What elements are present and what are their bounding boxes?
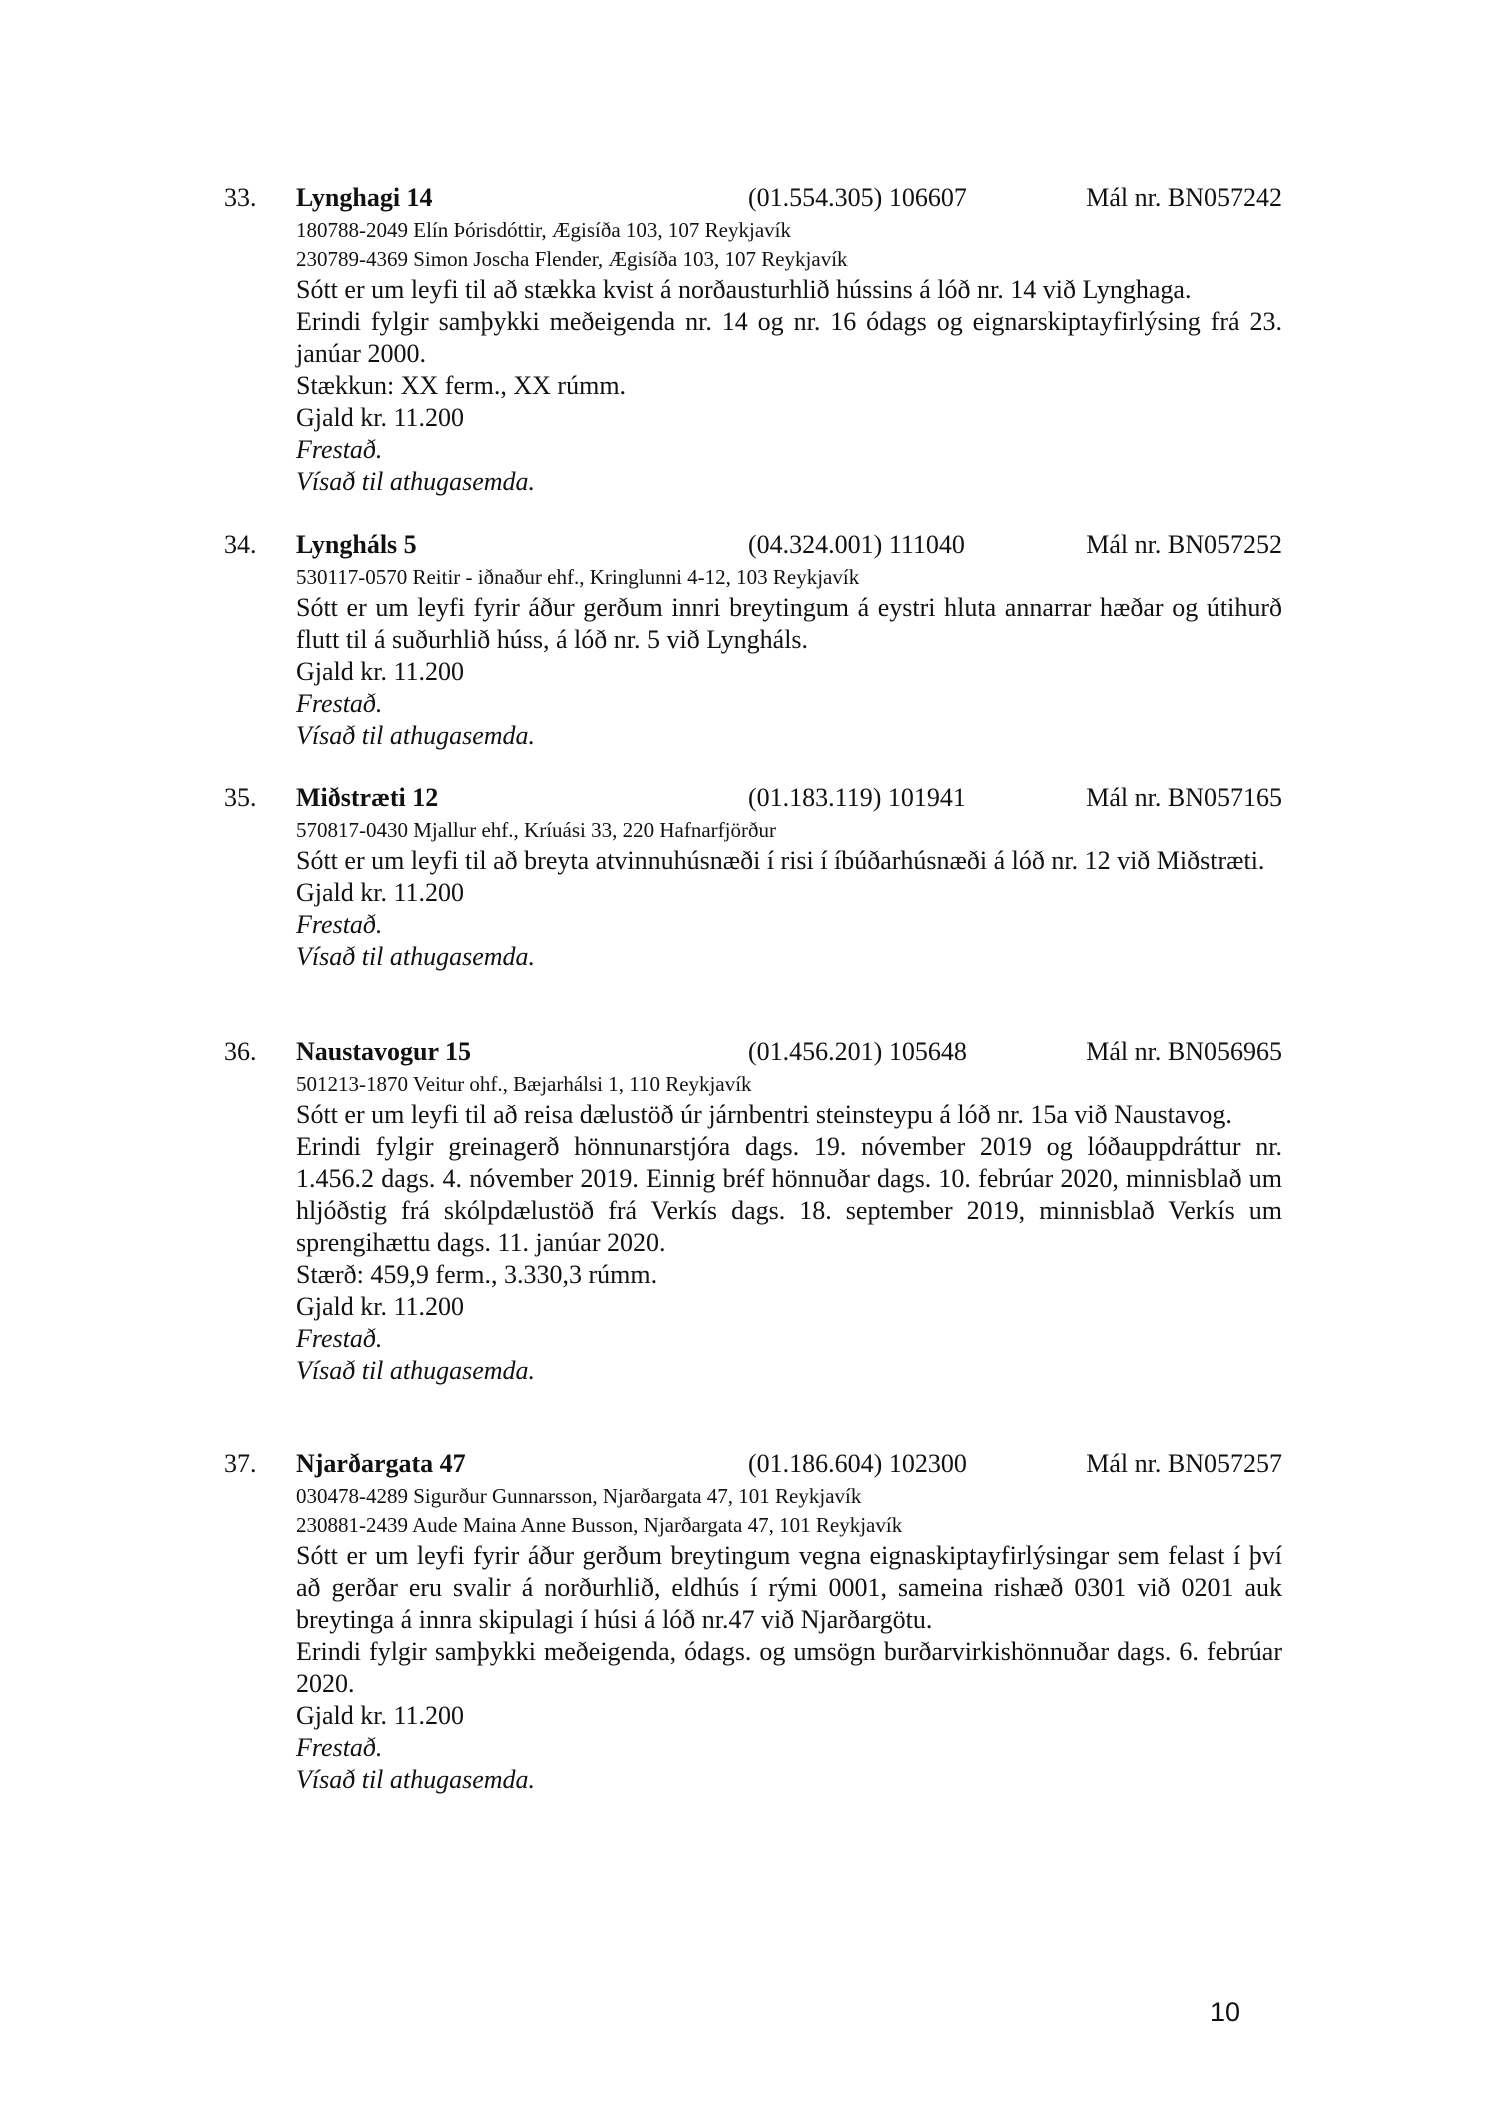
attachments-text: Erindi fylgir greinagerð hönnunarstjóra dags. 19. nóvember 2019 og lóðauppdráttur nr. 1.456.2 dags. 4. nóvember 2019. Einnig bréf hönnuðar dags. 10. febrúar 2020, minnisblað um hljóðstig frá skólpdælustöð frá Verkís dags. 18. september 2019, minnisblað Verkís um sprengihættu dags. 11. janúar 2020.	[296, 1132, 1282, 1257]
fee-text: Gjald kr. 11.200	[296, 657, 465, 686]
application-text: Sótt er um leyfi til að stækka kvist á norðausturhlið hússins á lóð nr. 14 við Lynghaga.	[296, 275, 1192, 304]
case-body	[296, 816, 1282, 973]
attachments-text: Erindi fylgir samþykki meðeigenda nr. 14 og nr. 16 ódags og eignarskiptayfirlýsing frá 23. janúar 2000.	[296, 307, 1282, 368]
case-37	[224, 1446, 1282, 1796]
size-text: Stækkun: XX ferm., XX rúmm.	[296, 371, 627, 400]
decision-note: Vísað til athugasemda.	[296, 942, 536, 971]
case-header	[224, 780, 1282, 816]
decision-status: Frestað.	[296, 689, 383, 718]
applicant: 030478-4289 Sigurður Gunnarsson, Njarðargata 47, 101 Reykjavík	[296, 1484, 862, 1508]
case-36	[224, 1034, 1282, 1387]
applicant: 530117-0570 Reitir - iðnaður ehf., Kringlunni 4-12, 103 Reykjavík	[296, 565, 860, 589]
case-33	[224, 180, 1282, 498]
case-reference: Mál nr. BN057242	[1086, 183, 1282, 212]
decision-status: Frestað.	[296, 1324, 383, 1353]
case-reference: Mál nr. BN057252	[1086, 530, 1282, 559]
fee-text: Gjald kr. 11.200	[296, 878, 465, 907]
applicant: 180788-2049 Elín Þórisdóttir, Ægisíða 103, 107 Reykjavík	[296, 218, 791, 242]
case-34	[224, 527, 1282, 752]
page-number: 10	[1210, 1997, 1241, 2027]
case-header	[224, 1034, 1282, 1070]
lot-id: (01.554.305) 106607	[748, 183, 967, 212]
attachments-text: Erindi fylgir samþykki meðeigenda, ódags. og umsögn burðarvirkishönnuðar dags. 6. febrúar 2020.	[296, 1637, 1282, 1698]
property-name: Naustavogur 15	[296, 1037, 472, 1066]
case-number: 36.	[224, 1037, 257, 1066]
case-35	[224, 780, 1282, 973]
applicant: 501213-1870 Veitur ohf., Bæjarhálsi 1, 110 Reykjavík	[296, 1072, 752, 1096]
case-body	[296, 216, 1282, 498]
case-number: 34.	[224, 530, 257, 559]
application-text: Sótt er um leyfi fyrir áður gerðum breytingum vegna eignaskiptayfirlýsingar sem felast í því að gerðar eru svalir á norðurhlið, eldhús í rými 0001, sameina rishæð 0301 við 0201 auk breytinga á innra skipulagi í húsi á lóð nr.47 við Njarðargötu.	[296, 1541, 1282, 1634]
lot-id: (01.186.604) 102300	[748, 1449, 967, 1478]
applicant: 570817-0430 Mjallur ehf., Kríuási 33, 220 Hafnarfjörður	[296, 818, 776, 842]
lot-id: (01.183.119) 101941	[748, 783, 966, 812]
application-text: Sótt er um leyfi til að breyta atvinnuhúsnæði í risi í íbúðarhúsnæði á lóð nr. 12 við Miðstræti.	[296, 846, 1265, 875]
case-body	[296, 1482, 1282, 1796]
decision-status: Frestað.	[296, 910, 383, 939]
decision-note: Vísað til athugasemda.	[296, 467, 536, 496]
case-number: 35.	[224, 783, 257, 812]
case-body	[296, 563, 1282, 752]
property-name: Lynghagi 14	[296, 183, 433, 212]
case-reference: Mál nr. BN056965	[1086, 1037, 1282, 1066]
property-name: Njarðargata 47	[296, 1449, 466, 1478]
case-reference: Mál nr. BN057165	[1086, 783, 1282, 812]
case-number: 37.	[224, 1449, 257, 1478]
decision-note: Vísað til athugasemda.	[296, 721, 536, 750]
decision-note: Vísað til athugasemda.	[296, 1356, 536, 1385]
decision-status: Frestað.	[296, 1733, 383, 1762]
lot-id: (01.456.201) 105648	[748, 1037, 967, 1066]
applicant: 230881-2439 Aude Maina Anne Busson, Njarðargata 47, 101 Reykjavík	[296, 1513, 903, 1537]
application-text: Sótt er um leyfi fyrir áður gerðum innri breytingum á eystri hluta annarrar hæðar og útihurð flutt til á suðurhlið húss, á lóð nr. 5 við Lyngháls.	[296, 593, 1282, 654]
lot-id: (04.324.001) 111040	[748, 530, 965, 559]
case-header	[224, 1446, 1282, 1482]
property-name: Lyngháls 5	[296, 530, 417, 559]
case-reference: Mál nr. BN057257	[1086, 1449, 1282, 1478]
size-text: Stærð: 459,9 ferm., 3.330,3 rúmm.	[296, 1260, 658, 1289]
property-name: Miðstræti 12	[296, 783, 439, 812]
case-number: 33.	[224, 183, 257, 212]
decision-note: Vísað til athugasemda.	[296, 1765, 536, 1794]
application-text: Sótt er um leyfi til að reisa dælustöð úr járnbentri steinsteypu á lóð nr. 15a við Naustavog.	[296, 1100, 1232, 1129]
case-header	[224, 180, 1282, 216]
applicant: 230789-4369 Simon Joscha Flender, Ægisíða 103, 107 Reykjavík	[296, 247, 848, 271]
decision-status: Frestað.	[296, 435, 383, 464]
fee-text: Gjald kr. 11.200	[296, 403, 465, 432]
case-header	[224, 527, 1282, 563]
fee-text: Gjald kr. 11.200	[296, 1292, 465, 1321]
fee-text: Gjald kr. 11.200	[296, 1701, 465, 1730]
case-body	[296, 1070, 1282, 1387]
